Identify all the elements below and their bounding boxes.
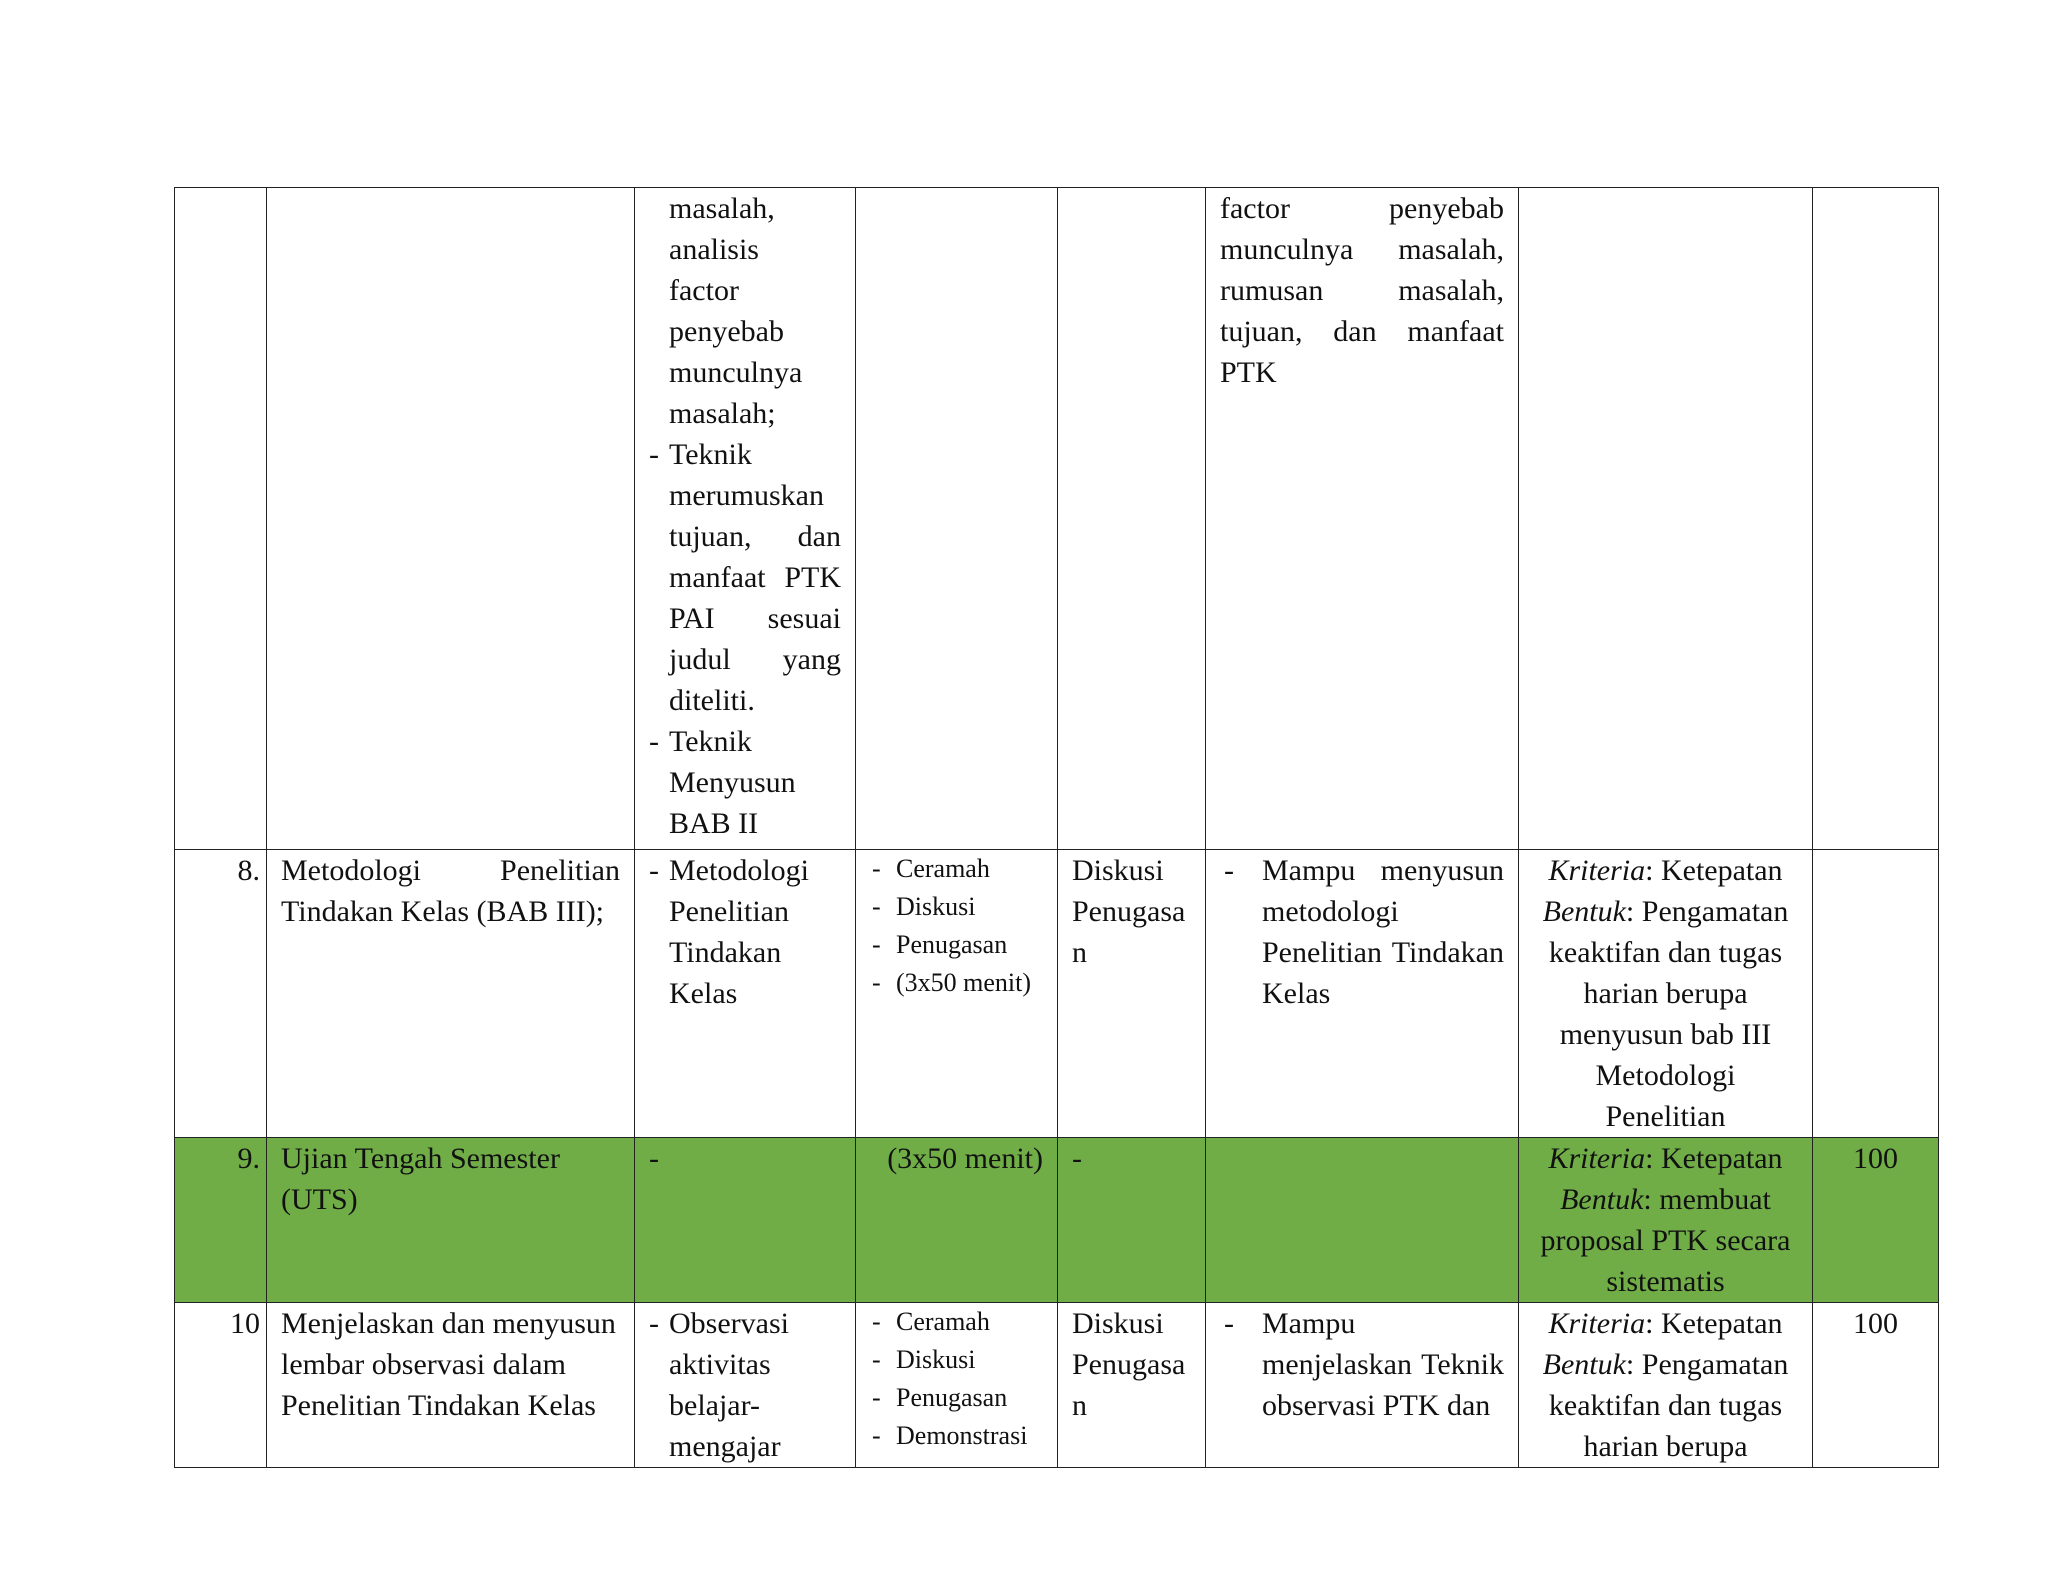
method-cell: [856, 188, 1058, 850]
form-label: Bentuk: [1560, 1183, 1644, 1216]
criteria-label: Kriteria: [1548, 1307, 1646, 1340]
activity-cell: -: [1058, 1138, 1206, 1303]
activity-cell: Diskusi Penugasa n: [1058, 1303, 1206, 1468]
score-cell: [1813, 850, 1939, 1138]
material-item: masalah,: [669, 192, 775, 225]
score-cell: 100: [1813, 1303, 1939, 1468]
material-cell: [635, 1303, 856, 1468]
method-cell: [856, 1303, 1058, 1468]
material-item: - Teknik merumuskan tujuan, dan manfaat PTK PAI sesuai judul yang diteliti.: [669, 434, 841, 721]
material-item: - Metodologi Penelitian Tindakan Kelas: [669, 850, 841, 1014]
outcome-cell: [1206, 1138, 1519, 1303]
method-item: - Penugasan: [896, 926, 1043, 964]
method-item: - Ceramah: [896, 850, 1043, 888]
material-item: analisis: [669, 233, 759, 266]
material-cell: [635, 850, 856, 1138]
criteria-label: Kriteria: [1548, 1142, 1646, 1175]
score-cell: [1813, 188, 1939, 850]
method-item: - (3x50 menit): [896, 964, 1043, 1002]
method-item: - Ceramah: [896, 1303, 1043, 1341]
week-number-cell: [175, 188, 267, 850]
method-item: - Diskusi: [896, 888, 1043, 926]
form-text: : Pengamatan keaktifan dan tugas harian berupa menyusun bab III Metodologi Penelitian: [1548, 895, 1789, 1133]
outcome-cell: [1206, 850, 1519, 1138]
topic-cell: Metodologi Penelitian Tindakan Kelas (BAB III);: [267, 850, 635, 1138]
topic-cell: Menjelaskan dan menyusun lembar observasi dalam Penelitian Tindakan Kelas: [267, 1303, 635, 1468]
method-item: - Diskusi: [896, 1341, 1043, 1379]
outcome-cell: [1206, 1303, 1519, 1468]
material-item: masalah;: [669, 397, 776, 430]
criteria-cell: [1519, 850, 1813, 1138]
form-text: : membuat proposal PTK secara sistematis: [1540, 1183, 1791, 1298]
week-number-cell: 8.: [175, 850, 267, 1138]
material-item: factor: [669, 274, 739, 307]
table-row: [175, 188, 1939, 850]
week-number-cell: 10: [175, 1303, 267, 1468]
criteria-cell: [1519, 1138, 1813, 1303]
form-text: : Pengamatan keaktifan dan tugas harian berupa: [1548, 1348, 1789, 1463]
activity-cell: Diskusi Penugasa n: [1058, 850, 1206, 1138]
material-item: penyebab: [669, 315, 784, 348]
method-cell: (3x50 menit): [856, 1138, 1058, 1303]
material-item: - Observasi aktivitas belajar-mengajar: [669, 1303, 841, 1467]
method-item: - Demonstrasi: [896, 1417, 1043, 1455]
method-item: - Penugasan: [896, 1379, 1043, 1417]
criteria-cell: [1519, 188, 1813, 850]
method-cell: [856, 850, 1058, 1138]
topic-cell: Ujian Tengah Semester (UTS): [267, 1138, 635, 1303]
week-number-cell: 9.: [175, 1138, 267, 1303]
criteria-text: : Ketepatan: [1645, 854, 1783, 887]
material-item: munculnya: [669, 356, 803, 389]
table-row: [175, 1303, 1939, 1468]
outcome-item: - Mampu menyusun metodologi Penelitian Tindakan Kelas: [1262, 850, 1504, 1014]
score-cell: 100: [1813, 1138, 1939, 1303]
form-label: Bentuk: [1542, 895, 1626, 928]
material-cell: [635, 188, 856, 850]
outcome-cell: factor penyebab munculnya masalah, rumusan masalah, tujuan, dan manfaat PTK: [1206, 188, 1519, 850]
topic-cell: [267, 188, 635, 850]
table-row-uts: [175, 1138, 1939, 1303]
criteria-cell: [1519, 1303, 1813, 1468]
material-cell: -: [635, 1138, 856, 1303]
criteria-text: : Ketepatan: [1645, 1142, 1783, 1175]
criteria-text: : Ketepatan: [1645, 1307, 1783, 1340]
outcome-item: - Mampu menjelaskan Teknik observasi PTK dan: [1262, 1303, 1504, 1426]
activity-cell: [1058, 188, 1206, 850]
table-row: [175, 850, 1939, 1138]
rps-table: [174, 187, 1939, 1468]
criteria-label: Kriteria: [1548, 854, 1646, 887]
form-label: Bentuk: [1542, 1348, 1626, 1381]
material-item: - Teknik Menyusun BAB II: [669, 721, 841, 844]
